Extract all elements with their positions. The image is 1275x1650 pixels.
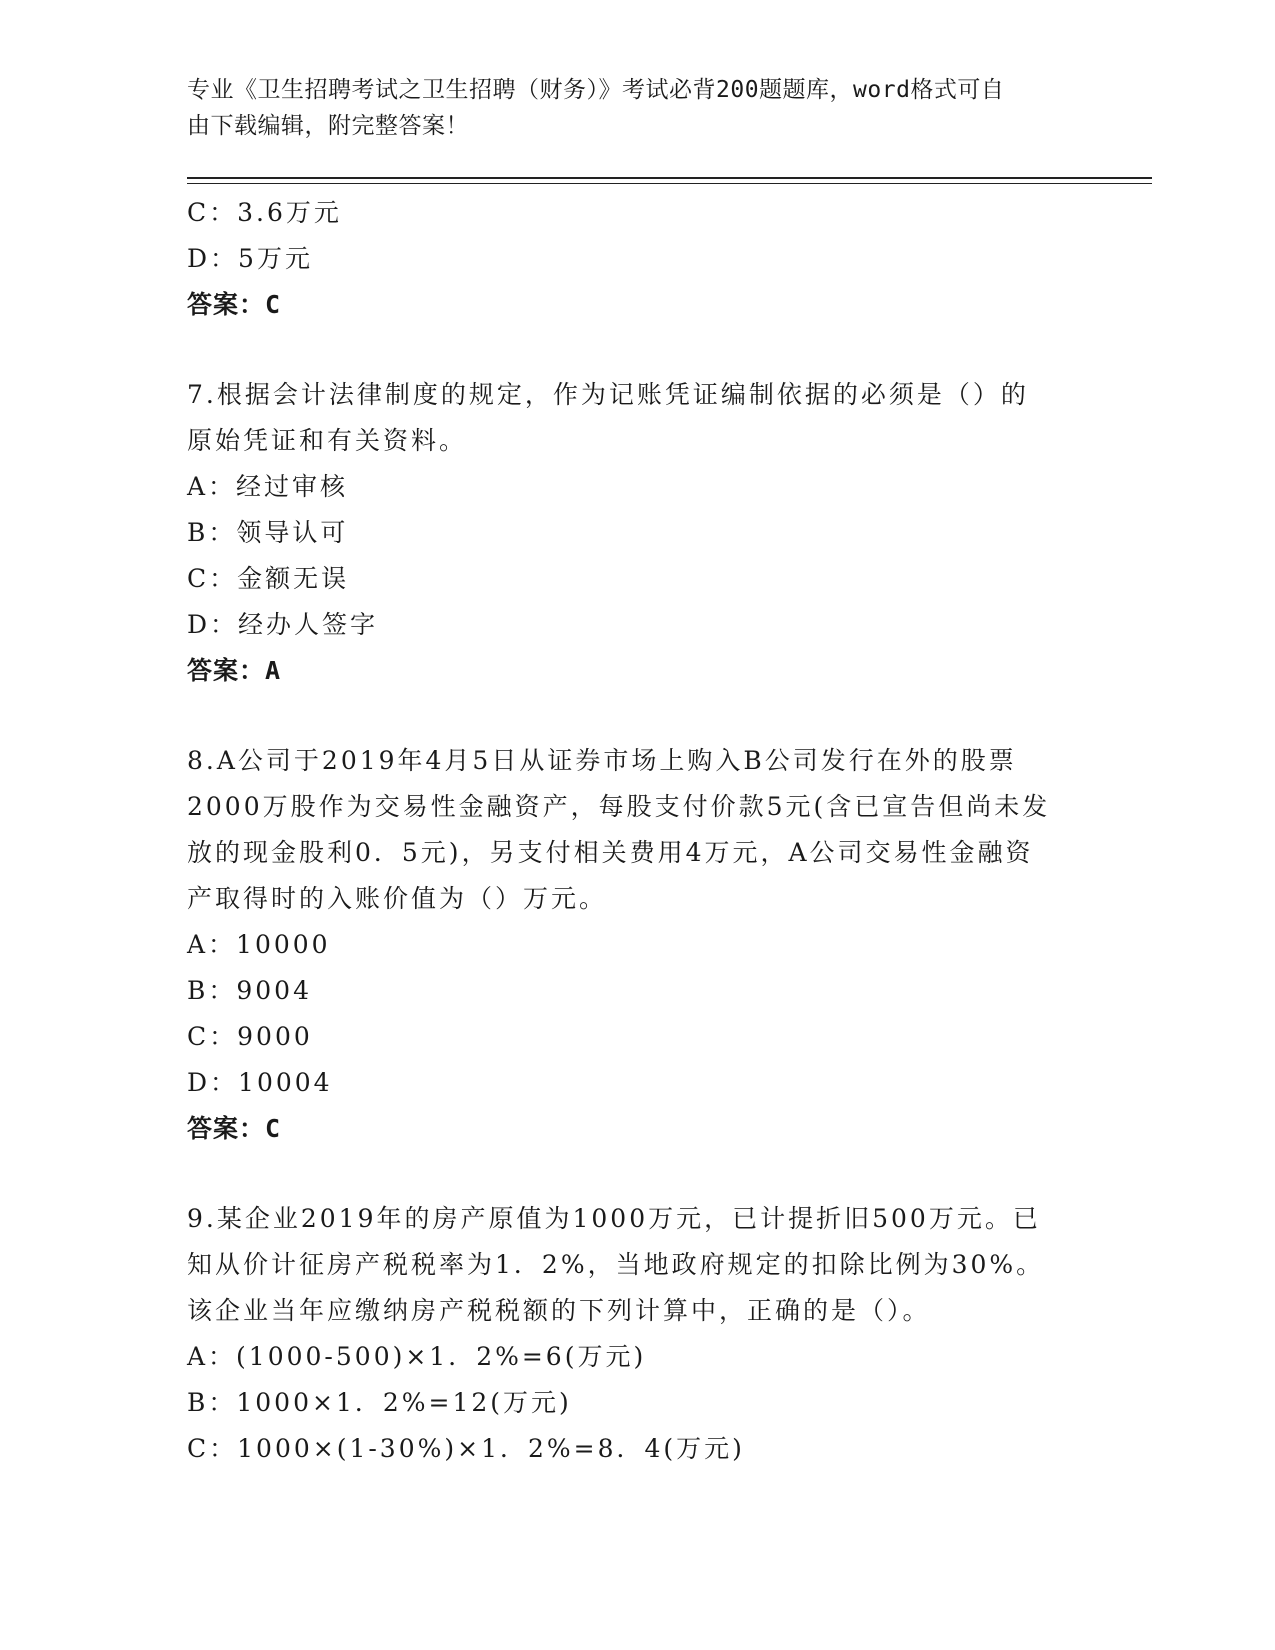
- question-7: [187, 372, 1117, 694]
- option-c: C：3.6万元: [187, 198, 342, 227]
- question-gap: [187, 1152, 1117, 1196]
- header-divider-top: [187, 177, 1152, 179]
- question-9: [187, 1196, 1117, 1472]
- header-divider-bottom: [187, 183, 1152, 184]
- option-c: C：1000×(1-30%)×1．2%=8．4(万元): [187, 1434, 745, 1463]
- option-d: D：10004: [187, 1068, 333, 1097]
- answer-line: 答案：C: [187, 1114, 282, 1143]
- question-list: [187, 190, 1117, 1472]
- question-stem: 9.某企业2019年的房产原值为1000万元，已计提折旧500万元。已: [187, 1204, 1041, 1233]
- header-line-2: 由下载编辑，附完整答案！: [187, 113, 469, 139]
- question-6: [187, 190, 1117, 328]
- option-d: D：5万元: [187, 244, 313, 273]
- question-stem: 7.根据会计法律制度的规定，作为记账凭证编制依据的必须是（）的: [187, 380, 1029, 409]
- option-b: B：1000×1．2%=12(万元): [187, 1388, 572, 1417]
- question-gap: [187, 694, 1117, 738]
- question-stem: 放的现金股利0．5元)，另支付相关费用4万元，A公司交易性金融资: [187, 838, 1034, 867]
- question-stem: 8.A公司于2019年4月5日从证券市场上购入B公司发行在外的股票: [187, 746, 1017, 775]
- question-8: [187, 738, 1117, 1152]
- option-c: C：金额无误: [187, 564, 350, 593]
- option-b: B：领导认可: [187, 518, 349, 547]
- option-c: C：9000: [187, 1022, 313, 1051]
- option-a: A：经过审核: [187, 472, 349, 501]
- answer-line: 答案：C: [187, 290, 282, 319]
- document-header: [187, 72, 1067, 144]
- question-gap: [187, 328, 1117, 372]
- header-line-1: 专业《卫生招聘考试之卫生招聘（财务）》考试必背200题题库，word格式可自: [187, 77, 1005, 103]
- option-a: A：10000: [187, 930, 331, 959]
- question-stem: 知从价计征房产税税率为1．2%，当地政府规定的扣除比例为30%。: [187, 1250, 1045, 1279]
- question-stem: 产取得时的入账价值为（）万元。: [187, 884, 608, 913]
- question-stem: 2000万股作为交易性金融资产，每股支付价款5元(含已宣告但尚未发: [187, 792, 1051, 821]
- option-a: A：(1000-500)×1．2%=6(万元): [187, 1342, 647, 1371]
- question-stem: 原始凭证和有关资料。: [187, 426, 468, 455]
- option-b: B：9004: [187, 976, 312, 1005]
- question-stem: 该企业当年应缴纳房产税税额的下列计算中，正确的是（）。: [187, 1296, 931, 1325]
- answer-line: 答案：A: [187, 656, 282, 685]
- option-d: D：经办人签字: [187, 610, 379, 639]
